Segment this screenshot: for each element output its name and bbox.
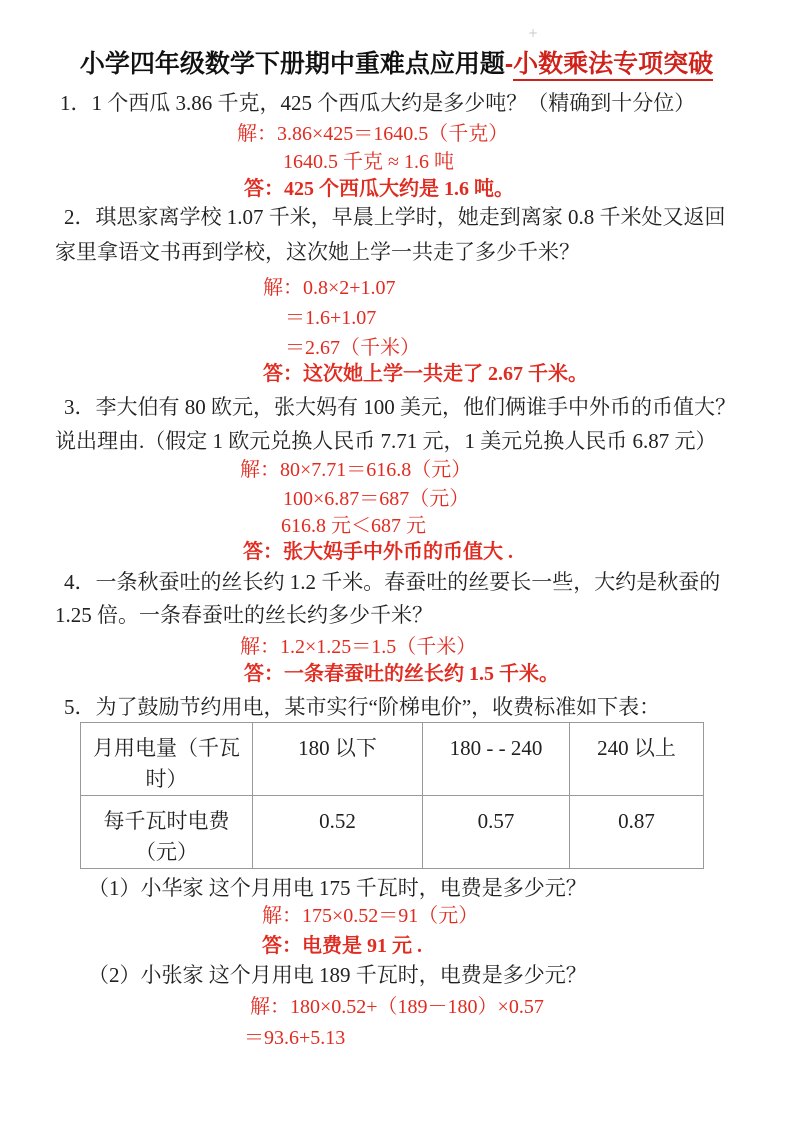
page-title [0, 44, 793, 80]
rate-table-cell-tier1-range: 180 以下 [253, 723, 423, 796]
p2-solution-line-1: 解：0.8×2+1.07 [263, 277, 396, 299]
rate-table-cell-tier2-price: 0.57 [423, 796, 570, 869]
p3-solution-line-3: 616.8 元＜687 元 [281, 515, 426, 537]
page-title-prefix: 小学四年级数学下册期中重难点应用题 [79, 50, 505, 78]
page-title-highlight: 小数乘法专项突破 [513, 50, 713, 81]
p4-question-line-1: 4．一条秋蚕吐的丝长约 1.2 千米。春蚕吐的丝要长一些，大约是秋蚕的 [64, 570, 721, 594]
p2-question-line-1: 2．琪思家离学校 1.07 千米，早晨上学时，她走到离家 0.8 千米处又返回 [64, 205, 726, 229]
p3-question-line-2: 说出理由.（假定 1 欧元兑换人民币 7.71 元，1 美元兑换人民币 6.87 元） [55, 429, 717, 453]
p3-answer: 答：张大妈手中外币的币值大 . [243, 541, 513, 563]
p2-solution-line-3: ＝2.67（千米） [285, 337, 420, 359]
rate-table-cell-tier3-price: 0.87 [570, 796, 704, 869]
p4-answer: 答：一条春蚕吐的丝长约 1.5 千米。 [244, 663, 559, 685]
rate-table-row-price [81, 796, 704, 869]
rate-table-row-usage [81, 723, 704, 796]
rate-table-cell-tier3-range: 240 以上 [570, 723, 704, 796]
rate-table-cell-tier2-range: 180 - - 240 [423, 723, 570, 796]
p2-solution-line-2: ＝1.6+1.07 [285, 307, 377, 329]
p1-solution-line-2: 1640.5 千克 ≈ 1.6 吨 [283, 151, 454, 173]
p1-answer: 答：425 个西瓜大约是 1.6 吨。 [244, 178, 514, 200]
page-title-dash: - [504, 50, 514, 78]
p5-sub2-solution-line-2: ＝93.6+5.13 [244, 1027, 346, 1049]
p5-sub1-solution-line-1: 解：175×0.52＝91（元） [262, 905, 479, 927]
scan-artifact: + [528, 26, 539, 40]
p5-sub1-answer: 答：电费是 91 元 . [262, 935, 422, 957]
rate-table-cell-price-label: 每千瓦时电费（元） [81, 796, 253, 869]
rate-table-cell-usage-label: 月用电量（千瓦时） [81, 723, 253, 796]
p1-question: 1．1 个西瓜 3.86 千克，425 个西瓜大约是多少吨？（精确到十分位） [60, 91, 696, 115]
p3-solution-line-2: 100×6.87＝687（元） [283, 488, 470, 510]
p5-question: 5．为了鼓励节约用电，某市实行“阶梯电价”，收费标准如下表： [64, 695, 661, 719]
rate-table-cell-tier1-price: 0.52 [253, 796, 423, 869]
p5-sub2-solution-line-1: 解：180×0.52+（189－180）×0.57 [250, 996, 544, 1018]
p3-solution-line-1: 解：80×7.71＝616.8（元） [240, 459, 472, 481]
p1-solution-line-1: 解：3.86×425＝1640.5（千克） [237, 123, 509, 145]
p2-answer: 答：这次她上学一共走了 2.67 千米。 [263, 363, 588, 385]
p4-solution-line-1: 解：1.2×1.25＝1.5（千米） [240, 636, 477, 658]
p3-question-line-1: 3．李大伯有 80 欧元，张大妈有 100 美元，他们俩谁手中外币的币值大？ [64, 395, 736, 419]
electricity-rate-table [80, 722, 704, 869]
p5-sub2-question: （2）小张家 这个月用电 189 千瓦时，电费是多少元？ [88, 963, 587, 987]
p2-question-line-2: 家里拿语文书再到学校，这次她上学一共走了多少千米？ [55, 240, 580, 264]
p5-sub1-question: （1）小华家 这个月用电 175 千瓦时，电费是多少元？ [88, 876, 587, 900]
p4-question-line-2: 1.25 倍。一条春蚕吐的丝长约多少千米？ [55, 603, 433, 627]
